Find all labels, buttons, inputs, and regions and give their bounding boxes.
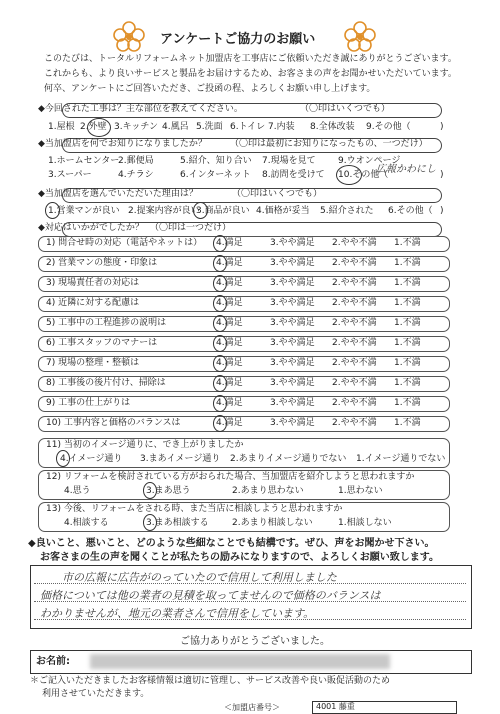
rating-option[interactable]: 1.不満 — [394, 338, 421, 348]
rating-option[interactable]: 4.満足 — [216, 318, 243, 328]
q1-option[interactable]: 7.内装 — [268, 122, 295, 132]
rating-option[interactable]: 3.やや満足 — [270, 358, 315, 368]
answer-circle — [213, 315, 227, 332]
q2-label: ◆当加盟店を何でお知りになりましたか？ — [38, 139, 207, 149]
rating-row-label: 7) 現場の整理・整頓は — [46, 358, 140, 368]
rating-option[interactable]: 4.満足 — [216, 238, 243, 248]
q2-option[interactable]: 2.郵便局 — [118, 156, 154, 166]
rating-option[interactable]: 3.やや満足 — [270, 238, 315, 248]
rating-option[interactable]: 3.やや満足 — [270, 418, 315, 428]
rating-option[interactable]: 1.不満 — [394, 278, 421, 288]
q12-option[interactable]: 1.思わない — [338, 486, 383, 496]
q1-note: （〇印はいくつでも） — [300, 104, 391, 114]
rating-option[interactable]: 2.やや不満 — [332, 318, 377, 328]
rating-row-label: 4) 近隣に対する配慮は — [46, 298, 140, 308]
handwritten-comment: わかりませんが、地元の業者さんで信用をしています。 — [40, 607, 315, 620]
q1-option[interactable]: 4.風呂 — [162, 122, 189, 132]
rating-option[interactable]: 2.やや不満 — [332, 398, 377, 408]
rating-option[interactable]: 4.満足 — [216, 398, 243, 408]
answer-circle — [213, 375, 227, 392]
q2-option[interactable]: 1.ホームセンター — [48, 156, 120, 166]
q11-label: 11) 当初のイメージ通りに、でき上がりましたか — [46, 440, 244, 450]
rating-row-label: 8) 工事後の後片付け、掃除は — [46, 378, 166, 388]
q1-option[interactable]: 2.外壁 — [80, 122, 107, 132]
rating-option[interactable]: 2.やや不満 — [332, 378, 377, 388]
shop-label: ＜加盟店番号＞ — [224, 703, 280, 712]
rating-option[interactable]: 2.やや不満 — [332, 238, 377, 248]
answer-circle — [213, 275, 227, 292]
q11-option[interactable]: 2.あまりイメージ通りでない — [230, 454, 347, 464]
answer-circle — [143, 514, 157, 531]
answer-circle — [213, 235, 227, 252]
rating-option[interactable]: 1.不満 — [394, 418, 421, 428]
q2-option[interactable]: 9.ウオンページ — [338, 156, 401, 166]
rating-option[interactable]: 4.満足 — [216, 298, 243, 308]
rating-row-label: 3) 現場責任者の対応は — [46, 278, 140, 288]
rating-row-label: 10) 工事内容と価格のバランスは — [46, 418, 181, 428]
q3-option[interactable]: 5.紹介された — [320, 206, 374, 216]
answer-circle — [56, 450, 70, 467]
q11-option[interactable]: 1.イメージ通りでない — [356, 454, 446, 464]
q4-note: （〇印は一つだけ） — [150, 223, 232, 233]
privacy-note: 利用させていただきます。 — [42, 689, 150, 699]
rating-option[interactable]: 3.やや満足 — [270, 278, 315, 288]
intro-line: このたびは、トータルリフォームネット加盟店を工事店にご依頼いただき誠にありがとうございます。 — [44, 54, 457, 64]
answer-circle — [213, 335, 227, 352]
page-title: アンケートご協力のお願い — [160, 32, 316, 47]
handwritten-other: 広報かわにし — [376, 164, 436, 175]
rating-option[interactable]: 1.不満 — [394, 398, 421, 408]
q3-label: ◆当加盟店を選んでいただいた理由は？ — [38, 189, 198, 199]
name-label: お名前: — [36, 656, 70, 667]
q11-option[interactable]: 4.イメージ通り — [60, 454, 123, 464]
q2-option[interactable]: 3.スーパー — [48, 170, 92, 180]
q1-option[interactable]: 5.洗面 — [196, 122, 223, 132]
rating-option[interactable]: 4.満足 — [216, 338, 243, 348]
q12-option[interactable]: 4.思う — [64, 486, 91, 496]
q3-option: ) — [440, 206, 444, 216]
answer-circle — [213, 295, 227, 312]
q2-option[interactable]: 7.現場を見て — [262, 156, 316, 166]
rating-option[interactable]: 3.やや満足 — [270, 318, 315, 328]
q2-option[interactable]: 6.インターネット — [180, 170, 251, 180]
q1-option: ) — [440, 122, 444, 132]
q3-option[interactable]: 1.営業マンが良い — [48, 206, 120, 216]
q12-option[interactable]: 2.あまり思わない — [232, 486, 304, 496]
rating-row-label: 9) 工事の仕上がりは — [46, 398, 131, 408]
answer-circle — [213, 395, 227, 412]
redacted-name — [90, 654, 390, 669]
q13-option[interactable]: 3.まあ相談する — [146, 518, 209, 528]
rating-option[interactable]: 2.やや不満 — [332, 258, 377, 268]
q2-option[interactable]: 8.訪問を受けて — [262, 170, 325, 180]
rating-row-label: 2) 営業マンの態度・印象は — [46, 258, 158, 268]
rating-option[interactable]: 4.満足 — [216, 258, 243, 268]
answer-circle — [213, 255, 227, 272]
rating-option[interactable]: 4.満足 — [216, 358, 243, 368]
intro-line: 何卒、アンケートにご回答いただき、ご投函の程、よろしくお願い申し上げます。 — [44, 84, 376, 94]
rating-option[interactable]: 3.やや満足 — [270, 398, 315, 408]
q2-option[interactable]: 5.紹介、知り合い — [180, 156, 252, 166]
thanks-text: ご協力ありがとうございました。 — [180, 636, 330, 647]
intro-line: これからも、より良いサービスと製品をお届けするため、お客さまの声をお聞かせいただいています。 — [44, 69, 457, 79]
rating-option[interactable]: 1.不満 — [394, 238, 421, 248]
comment-label: お客さまの生の声を聞くことが私たちの励みになりますので、よろしくお願い致します。 — [40, 552, 439, 563]
rating-option[interactable]: 3.やや満足 — [270, 258, 315, 268]
q1-option[interactable]: 3.キッチン — [114, 122, 158, 132]
rating-option[interactable]: 4.満足 — [216, 418, 243, 428]
q13-option[interactable]: 1.相談しない — [338, 518, 392, 528]
q3-option[interactable]: 2.提案内容が良い — [128, 206, 200, 216]
rating-option[interactable]: 3.やや満足 — [270, 378, 315, 388]
q1-label: ◆今回された工事は？主な部位を教えてください。 — [38, 104, 243, 114]
answer-circle — [143, 482, 157, 499]
q13-option[interactable]: 2.あまり相談しない — [232, 518, 313, 528]
comment-label: ◆良いこと、悪いこと、どのような些細なことでも結構です。ぜひ、声をお聞かせ下さい。 — [28, 538, 435, 549]
privacy-note: ＊ご記入いただきましたお客様情報は適切に管理し、サービス改善や良い販促活動のため — [30, 676, 391, 686]
rating-row-label: 6) 工事スタッフのマナーは — [46, 338, 158, 348]
rating-option[interactable]: 1.不満 — [394, 378, 421, 388]
q2-option[interactable]: 10.その他（ — [338, 170, 389, 180]
q12-option[interactable]: 3.まあ思う — [146, 486, 191, 496]
answer-circle — [213, 415, 227, 432]
rating-option[interactable]: 2.やや不満 — [332, 278, 377, 288]
answer-circle — [87, 118, 111, 137]
q12-label: 12) リフォームを検討されている方がおられた場合、当加盟店を紹介しようと思われますか — [46, 472, 415, 482]
q3-option[interactable]: 4.価格が妥当 — [256, 206, 310, 216]
q3-option[interactable]: 6.その他（ — [388, 206, 433, 216]
rating-option[interactable]: 2.やや不満 — [332, 358, 377, 368]
rating-option[interactable]: 3.やや満足 — [270, 298, 315, 308]
rating-row-label: 1) 問合せ時の対応（電話やネットは） — [46, 238, 203, 248]
q2-note: （〇印は最初にお知りになったもの、一つだけ） — [230, 139, 428, 149]
q4-label: ◆対応はいかがでしたか？ — [38, 223, 144, 233]
rating-option[interactable]: 4.満足 — [216, 378, 243, 388]
q11-option[interactable]: 3.まあイメージ通り — [140, 454, 221, 464]
q2-option[interactable]: 4.チラシ — [118, 170, 154, 180]
q1-option[interactable]: 9.その他（ — [366, 122, 411, 132]
answer-circle — [45, 202, 60, 219]
rating-option[interactable]: 1.不満 — [394, 358, 421, 368]
rating-row-label: 5) 工事中の工程進捗の説明は — [46, 318, 167, 328]
flower-icon-left — [112, 20, 146, 54]
q1-option[interactable]: 6.トイレ — [230, 122, 266, 132]
rating-option[interactable]: 3.やや満足 — [270, 338, 315, 348]
answer-circle — [336, 165, 362, 185]
rating-option[interactable]: 1.不満 — [394, 298, 421, 308]
shop-number: 4001 藤重 — [312, 701, 457, 714]
q3-option[interactable]: 3.商品が良い — [196, 206, 250, 216]
answer-circle — [213, 355, 227, 372]
rating-option[interactable]: 2.やや不満 — [332, 338, 377, 348]
q2-option: ) — [440, 170, 444, 180]
q1-option[interactable]: 1.屋根 — [48, 122, 75, 132]
rating-option[interactable]: 1.不満 — [394, 258, 421, 268]
answer-circle — [193, 202, 208, 219]
q13-option[interactable]: 4.相談する — [64, 518, 109, 528]
rating-option[interactable]: 2.やや不満 — [332, 298, 377, 308]
rating-option[interactable]: 1.不満 — [394, 318, 421, 328]
q1-option[interactable]: 8.全体改装 — [310, 122, 355, 132]
handwritten-comment: 市の広報に広告がのっていたので信用して利用しました — [62, 571, 337, 584]
q3-note: （〇印はいくつでも） — [232, 189, 323, 199]
q13-label: 13) 今後、リフォームをされる時、また当店に相談しようと思われますか — [46, 504, 343, 514]
rating-option[interactable]: 4.満足 — [216, 278, 243, 288]
handwritten-comment: 価格については他の業者の見積を取ってませんので価格のバランスは — [40, 589, 381, 602]
rating-option[interactable]: 2.やや不満 — [332, 418, 377, 428]
flower-icon-right — [343, 20, 377, 54]
